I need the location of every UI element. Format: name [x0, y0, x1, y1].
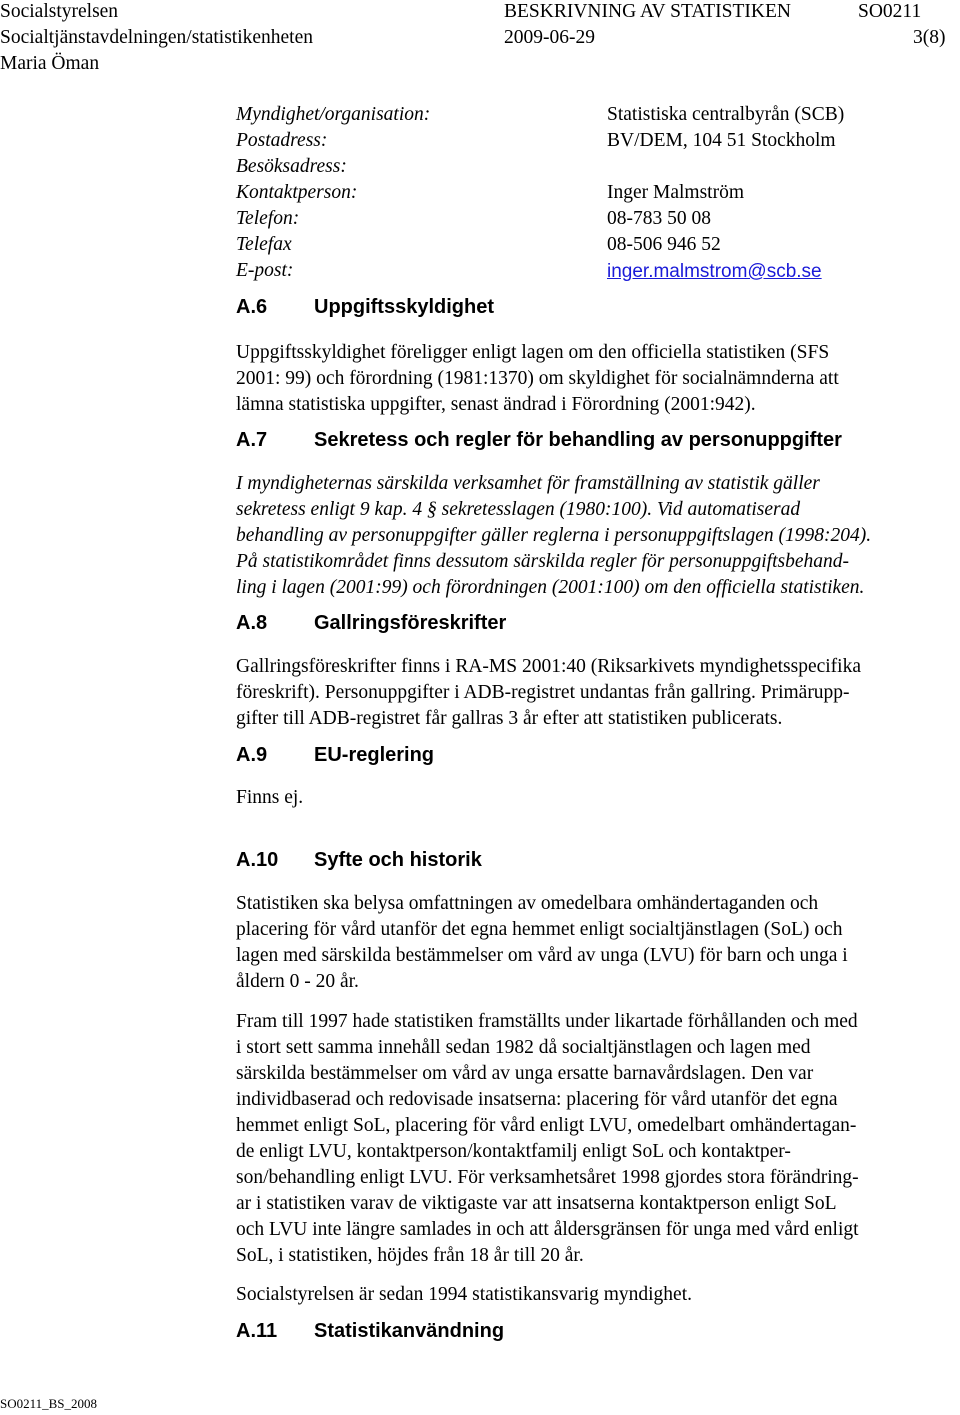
paragraph-line: individbaserad och redovisade insatserna: placering för vård utanför det egna — [236, 1089, 838, 1110]
paragraph-line: På statistikområdet finns dessutom särskilda regler för personuppgiftsbehand- — [236, 551, 849, 572]
header-doc-code: SO0211 — [858, 1, 922, 22]
paragraph-line: Gallringsföreskrifter finns i RA-MS 2001:40 (Riksarkivets myndighetsspecifika — [236, 656, 861, 677]
paragraph-line: Fram till 1997 hade statistiken framställts under likartade förhållanden och med — [236, 1011, 858, 1032]
paragraph-line: Statistiken ska belysa omfattningen av omedelbara omhändertaganden och — [236, 893, 819, 914]
paragraph-line: SoL, i statistiken, höjdes från 18 år till 20 år. — [236, 1245, 584, 1266]
paragraph-line: son/behandling enligt LVU. För verksamhetsåret 1998 gjordes stora förändring- — [236, 1167, 859, 1188]
paragraph-line: I myndigheternas särskilda verksamhet för framställning av statistik gäller — [236, 473, 820, 494]
contact-value: Statistiska centralbyrån (SCB) — [607, 104, 845, 125]
header-dept: Socialtjänstavdelningen/statistikenheten — [0, 27, 314, 48]
section-number: A.9 — [236, 744, 268, 766]
contact-label: Besöksadress: — [236, 156, 347, 177]
contact-label: Myndighet/organisation: — [236, 104, 431, 125]
header-doc-type: BESKRIVNING AV STATISTIKEN — [504, 1, 791, 22]
section-title: EU-reglering — [314, 744, 435, 766]
paragraph-line: gifter till ADB-registret får gallras 3 år efter att statistiken publicerats. — [236, 708, 783, 729]
header-page-number: 3(8) — [913, 27, 946, 48]
section-number: A.10 — [236, 849, 279, 871]
section-title: Statistikanvändning — [314, 1320, 505, 1342]
email-link[interactable]: inger.malmstrom@scb.se — [607, 261, 822, 282]
header-author: Maria Öman — [0, 53, 100, 74]
section-number: A.7 — [236, 429, 268, 451]
paragraph-line: lagen med särskilda bestämmelser om vård av unga (LVU) för barn och unga i — [236, 945, 848, 966]
contact-value: 08-506 946 52 — [607, 234, 721, 255]
header-date: 2009-06-29 — [504, 27, 595, 48]
paragraph-line: lämna statistiska uppgifter, senast ändrad i Förordning (2001:942). — [236, 394, 756, 415]
paragraph-line: Socialstyrelsen är sedan 1994 statistikansvarig myndighet. — [236, 1284, 692, 1305]
contact-label: Telefon: — [236, 208, 300, 229]
footer-code: SO0211_BS_2008 — [0, 1396, 98, 1411]
paragraph-line: hemmet enligt SoL, placering för vård enligt LVU, omedelbart omhändertagan- — [236, 1115, 857, 1136]
paragraph-line: särskilda bestämmelser om vård av unga ersatte barnavårdslagen. Den var — [236, 1063, 814, 1084]
paragraph-line: placering för vård utanför det egna hemmet enligt socialtjänstlagen (SoL) och — [236, 919, 843, 940]
paragraph-line: föreskrift). Personuppgifter i ADB-registret undantas från gallring. Primärupp- — [236, 682, 850, 703]
contact-label: Kontaktperson: — [236, 182, 358, 203]
contact-label: E-post: — [236, 260, 294, 281]
paragraph-line: i stort sett samma innehåll sedan 1982 då socialtjänstlagen och lagen med — [236, 1037, 811, 1058]
section-number: A.6 — [236, 296, 268, 318]
section-title: Uppgiftsskyldighet — [314, 296, 495, 318]
paragraph-line: sekretess enligt 9 kap. 4 § sekretesslagen (1980:100). Vid automatiserad — [236, 499, 801, 520]
section-number: A.8 — [236, 612, 268, 634]
paragraph-line: ling i lagen (2001:99) och förordningen (2001:100) om den officiella statistiken. — [236, 577, 865, 598]
contact-value: BV/DEM, 104 51 Stockholm — [607, 130, 836, 151]
contact-value: 08-783 50 08 — [607, 208, 711, 229]
paragraph-line: åldern 0 - 20 år. — [236, 971, 359, 992]
paragraph-line: 2001: 99) och förordning (1981:1370) om skyldighet för socialnämnderna att — [236, 368, 839, 389]
paragraph-line: Finns ej. — [236, 787, 304, 808]
paragraph-line: behandling av personuppgifter gäller reglerna i personuppgiftslagen (1998:204). — [236, 525, 872, 546]
section-title: Gallringsföreskrifter — [314, 612, 507, 634]
paragraph-line: och LVU inte längre samlades in och att åldersgränsen för unga med vård enligt — [236, 1219, 859, 1240]
contact-value: Inger Malmström — [607, 182, 745, 203]
section-title: Syfte och historik — [314, 849, 482, 871]
header-org: Socialstyrelsen — [0, 1, 119, 22]
section-number: A.11 — [236, 1320, 278, 1342]
contact-label: Telefax — [236, 234, 292, 255]
section-title: Sekretess och regler för behandling av personuppgifter — [314, 429, 842, 451]
paragraph-line: ar i statistiken varav de viktigaste var att insatserna kontaktperson enligt SoL — [236, 1193, 837, 1214]
contact-label: Postadress: — [236, 130, 328, 151]
paragraph-line: de enligt LVU, kontaktperson/kontaktfamilj enligt SoL och kontaktper- — [236, 1141, 791, 1162]
paragraph-line: Uppgiftsskyldighet föreligger enligt lagen om den officiella statistiken (SFS — [236, 342, 830, 363]
